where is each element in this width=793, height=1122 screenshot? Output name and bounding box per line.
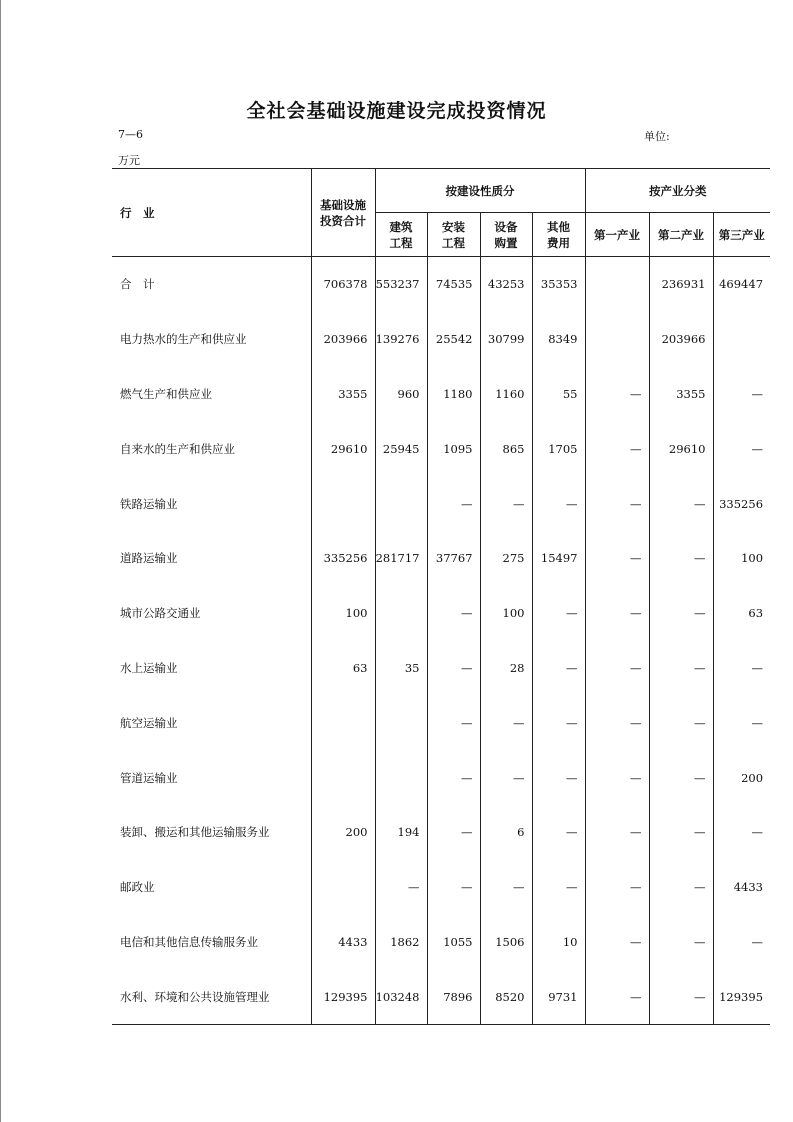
table-row bbox=[112, 695, 770, 750]
row-industry-name: 合 计 bbox=[112, 257, 311, 312]
cell-installation: 1095 bbox=[427, 421, 480, 476]
cell-equipment: — bbox=[480, 695, 532, 750]
cell-secondary: — bbox=[649, 915, 713, 970]
cell-other: — bbox=[532, 750, 585, 805]
cell-construction: 35 bbox=[375, 641, 427, 696]
cell-other: 15497 bbox=[532, 531, 585, 586]
cell-secondary: — bbox=[649, 695, 713, 750]
cell-secondary: — bbox=[649, 476, 713, 531]
cell-primary: — bbox=[585, 367, 649, 422]
cell-total bbox=[311, 860, 375, 915]
page-left-border bbox=[0, 0, 1, 1122]
cell-secondary: — bbox=[649, 641, 713, 696]
header-installation-line2: 工程 bbox=[442, 235, 465, 250]
header-tertiary: 第三产业 bbox=[713, 213, 770, 257]
header-total bbox=[311, 169, 375, 257]
cell-construction bbox=[375, 695, 427, 750]
cell-construction: — bbox=[375, 860, 427, 915]
cell-tertiary: — bbox=[713, 915, 770, 970]
cell-primary: — bbox=[585, 641, 649, 696]
cell-total bbox=[311, 695, 375, 750]
row-industry-name: 水利、环境和公共设施管理业 bbox=[112, 969, 311, 1024]
cell-total: 200 bbox=[311, 805, 375, 860]
header-other-line2: 费用 bbox=[547, 235, 570, 250]
cell-construction: 103248 bbox=[375, 969, 427, 1024]
cell-installation: — bbox=[427, 641, 480, 696]
cell-construction: 139276 bbox=[375, 312, 427, 367]
cell-secondary: 203966 bbox=[649, 312, 713, 367]
table-row bbox=[112, 750, 770, 805]
cell-equipment: 1160 bbox=[480, 367, 532, 422]
cell-tertiary: 200 bbox=[713, 750, 770, 805]
cell-other: 1705 bbox=[532, 421, 585, 476]
cell-secondary: — bbox=[649, 969, 713, 1024]
cell-total: 335256 bbox=[311, 531, 375, 586]
cell-secondary: 236931 bbox=[649, 257, 713, 312]
row-industry-name: 电信和其他信息传输服务业 bbox=[120, 934, 258, 949]
cell-construction bbox=[375, 750, 427, 805]
cell-installation: — bbox=[427, 750, 480, 805]
cell-other: 35353 bbox=[532, 257, 585, 312]
unit-value: 万元 bbox=[118, 154, 140, 167]
header-construction-line1: 建筑 bbox=[389, 219, 413, 234]
row-industry-name: 装卸、搬运和其他运输服务业 bbox=[120, 825, 270, 840]
row-industry-name: 邮政业 bbox=[120, 880, 155, 895]
cell-other: — bbox=[532, 805, 585, 860]
cell-tertiary bbox=[713, 312, 770, 367]
cell-total: 29610 bbox=[311, 421, 375, 476]
table-row bbox=[112, 915, 770, 970]
cell-other: — bbox=[532, 586, 585, 641]
cell-installation: — bbox=[427, 695, 480, 750]
cell-total bbox=[311, 750, 375, 805]
header-other-line1: 其他 bbox=[547, 219, 570, 234]
cell-primary: — bbox=[585, 805, 649, 860]
row-industry-name: 航空运输业 bbox=[120, 715, 178, 730]
cell-total: 63 bbox=[311, 641, 375, 696]
cell-total: 129395 bbox=[311, 969, 375, 1024]
cell-equipment: 8520 bbox=[480, 969, 532, 1024]
cell-secondary: — bbox=[649, 586, 713, 641]
cell-equipment: 275 bbox=[480, 531, 532, 586]
page-title: 全社会基础设施建设完成投资情况 bbox=[246, 100, 547, 122]
row-industry-name: 铁路运输业 bbox=[120, 496, 178, 511]
header-construction bbox=[375, 213, 427, 257]
cell-construction: 960 bbox=[375, 367, 427, 422]
cell-total: 4433 bbox=[311, 915, 375, 970]
table-row bbox=[112, 641, 770, 696]
unit-label: 单位: bbox=[644, 130, 670, 143]
cell-installation: 25542 bbox=[427, 312, 480, 367]
cell-tertiary: — bbox=[713, 805, 770, 860]
cell-installation: — bbox=[427, 860, 480, 915]
cell-primary: — bbox=[585, 586, 649, 641]
cell-secondary: — bbox=[649, 860, 713, 915]
cell-total: 100 bbox=[311, 586, 375, 641]
cell-primary: — bbox=[585, 750, 649, 805]
table-row bbox=[112, 860, 770, 915]
cell-equipment: 100 bbox=[480, 586, 532, 641]
table-number: 7—6 bbox=[118, 128, 143, 141]
cell-construction: 553237 bbox=[375, 257, 427, 312]
table-header bbox=[112, 169, 770, 257]
cell-construction: 281717 bbox=[375, 531, 427, 586]
header-installation-line1: 安装 bbox=[442, 219, 465, 234]
table-row bbox=[112, 969, 770, 1024]
cell-primary: — bbox=[585, 531, 649, 586]
cell-tertiary: 4433 bbox=[713, 860, 770, 915]
cell-tertiary: — bbox=[713, 695, 770, 750]
cell-primary: — bbox=[585, 969, 649, 1024]
cell-equipment: 30799 bbox=[480, 312, 532, 367]
cell-equipment: 43253 bbox=[480, 257, 532, 312]
row-industry-name: 管道运输业 bbox=[120, 770, 178, 785]
cell-installation: 7896 bbox=[427, 969, 480, 1024]
cell-primary: — bbox=[585, 421, 649, 476]
row-industry-name: 自来水的生产和供应业 bbox=[120, 441, 235, 456]
cell-other: — bbox=[532, 860, 585, 915]
cell-primary bbox=[585, 312, 649, 367]
cell-secondary: — bbox=[649, 750, 713, 805]
table-row bbox=[112, 531, 770, 586]
cell-tertiary: — bbox=[713, 421, 770, 476]
cell-other: — bbox=[532, 695, 585, 750]
cell-equipment: 1506 bbox=[480, 915, 532, 970]
header-total-line1: 基础设施 bbox=[320, 198, 366, 212]
cell-secondary: 3355 bbox=[649, 367, 713, 422]
cell-secondary: 29610 bbox=[649, 421, 713, 476]
cell-equipment: — bbox=[480, 750, 532, 805]
header-construction-line2: 工程 bbox=[389, 235, 413, 250]
cell-construction bbox=[375, 586, 427, 641]
cell-installation: 37767 bbox=[427, 531, 480, 586]
table-row bbox=[112, 421, 770, 476]
table-row bbox=[112, 257, 770, 312]
cell-equipment: 865 bbox=[480, 421, 532, 476]
investment-table-container bbox=[112, 168, 770, 1025]
cell-construction bbox=[375, 476, 427, 531]
cell-primary: — bbox=[585, 476, 649, 531]
header-total-line2: 投资合计 bbox=[320, 214, 366, 228]
header-equipment-line2: 购置 bbox=[494, 235, 518, 250]
cell-installation: 1180 bbox=[427, 367, 480, 422]
cell-total: 3355 bbox=[311, 367, 375, 422]
cell-tertiary: 63 bbox=[713, 586, 770, 641]
cell-equipment: — bbox=[480, 860, 532, 915]
cell-equipment: 6 bbox=[480, 805, 532, 860]
row-industry-name: 水上运输业 bbox=[120, 660, 178, 675]
cell-tertiary: 129395 bbox=[713, 969, 770, 1024]
cell-secondary: — bbox=[649, 805, 713, 860]
cell-construction: 1862 bbox=[375, 915, 427, 970]
cell-installation: 74535 bbox=[427, 257, 480, 312]
table-row bbox=[112, 586, 770, 641]
row-industry-name: 电力热水的生产和供应业 bbox=[120, 332, 247, 347]
cell-other: — bbox=[532, 476, 585, 531]
cell-tertiary: 469447 bbox=[713, 257, 770, 312]
header-equipment-line1: 设备 bbox=[494, 219, 518, 234]
cell-primary bbox=[585, 257, 649, 312]
row-industry-name: 道路运输业 bbox=[120, 551, 178, 566]
cell-tertiary: 100 bbox=[713, 531, 770, 586]
cell-total: 203966 bbox=[311, 312, 375, 367]
table-row bbox=[112, 805, 770, 860]
cell-other: 9731 bbox=[532, 969, 585, 1024]
row-industry-name: 城市公路交通业 bbox=[120, 606, 201, 621]
table-row bbox=[112, 312, 770, 367]
cell-tertiary: 335256 bbox=[713, 476, 770, 531]
cell-other: 55 bbox=[532, 367, 585, 422]
table-body bbox=[112, 257, 770, 1025]
cell-other: — bbox=[532, 641, 585, 696]
cell-primary: — bbox=[585, 860, 649, 915]
cell-total: 706378 bbox=[311, 257, 375, 312]
header-industry: 行 业 bbox=[112, 169, 311, 257]
cell-construction: 194 bbox=[375, 805, 427, 860]
cell-installation: — bbox=[427, 476, 480, 531]
cell-installation: — bbox=[427, 586, 480, 641]
row-industry-name: 燃气生产和供应业 bbox=[120, 386, 212, 401]
header-group-industry: 按产业分类 bbox=[585, 169, 770, 213]
cell-secondary: — bbox=[649, 531, 713, 586]
cell-installation: 1055 bbox=[427, 915, 480, 970]
cell-tertiary: — bbox=[713, 641, 770, 696]
cell-total bbox=[311, 476, 375, 531]
cell-other: 10 bbox=[532, 915, 585, 970]
cell-equipment: — bbox=[480, 476, 532, 531]
header-other bbox=[532, 213, 585, 257]
table-row bbox=[112, 476, 770, 531]
header-equipment bbox=[480, 213, 532, 257]
cell-primary: — bbox=[585, 695, 649, 750]
investment-table bbox=[112, 168, 770, 1025]
table-row bbox=[112, 367, 770, 422]
header-installation bbox=[427, 213, 480, 257]
cell-other: 8349 bbox=[532, 312, 585, 367]
header-primary: 第一产业 bbox=[585, 213, 649, 257]
cell-installation: — bbox=[427, 805, 480, 860]
header-secondary: 第二产业 bbox=[649, 213, 713, 257]
cell-primary: — bbox=[585, 915, 649, 970]
cell-tertiary: — bbox=[713, 367, 770, 422]
header-group-nature: 按建设性质分 bbox=[375, 169, 585, 213]
cell-equipment: 28 bbox=[480, 641, 532, 696]
cell-construction: 25945 bbox=[375, 421, 427, 476]
